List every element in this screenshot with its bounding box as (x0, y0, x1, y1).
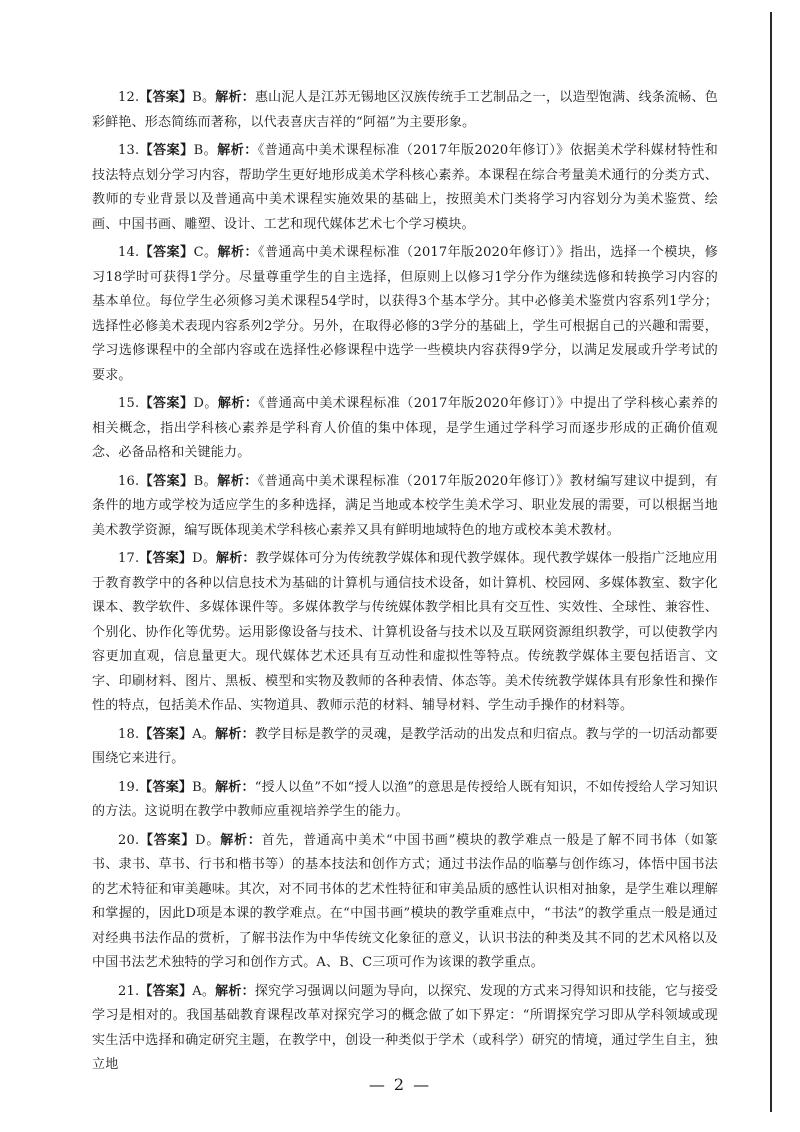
answer-item-20 (92, 829, 718, 976)
answer-content (92, 86, 718, 1082)
answer-choice: A。 (192, 983, 216, 999)
item-number: 14. (118, 245, 140, 260)
answer-choice: B。 (192, 779, 216, 795)
answer-choice: B。 (192, 90, 216, 105)
answer-label: 【答案】 (139, 143, 194, 158)
explanation-text: 探究学习强调以问题为导向，以探究、发现的方式来习得知识和技能，它与接受学习是相对的。我国基础教育课程改革对探究学习的概念做了如下界定：“所谓探究学习即从学科领域或现实生活中选择和确定研究主题，在教学中，创设一种类似于学术（或科学）研究的情境，通过学生自主，独立地 (92, 983, 718, 1072)
item-number: 12. (118, 90, 140, 105)
explanation-text: 教学媒体可分为传统教学媒体和现代教学媒体。现代教学媒体一般指广泛地应用于教育教学中的各种以信息技术为基础的计算机与通信技术设备，如计算机、校园网、多媒体教室、数字化课本、教学软件、多媒体课件等。多媒体教学与传统媒体教学相比具有交互性、实效性、全球性、兼容性、个别化、协作化等优势。运用影像设备与技术、计算机设备与技术以及互联网资源组织教学，可以使教学内容更加直观，信息量更大。现代媒体艺术还具有互动性和虚拟性等特点。传统教学媒体主要包括语言、文字、印刷材料、图片、黑板、模型和实物及教师的各种表情、体态等。美术传统教学媒体具有形象性和操作性的特点，包括美术作品、实物道具、教师示范的材料、辅导材料、学生动手操作的材料等。 (92, 551, 718, 713)
explanation-text: 《普通高中美术课程标准（2017年版2020年修订）》依据美术学科媒材特性和技法特点划分学习内容，帮助学生更好地形成美术学科核心素养。本课程在综合考量美术通行的分类方式、教师的专业背景以及普通高中美术课程实施效果的基础上，按照美术门类将学习内容划分为美术鉴赏、绘画、中国书画、雕塑、设计、工艺和现代媒体艺术七个学习模块。 (92, 143, 718, 232)
explanation-label: 解析： (215, 90, 255, 105)
explanation-label: 解析： (217, 143, 258, 158)
answer-choice: D。 (193, 396, 218, 411)
item-number: 17. (118, 551, 140, 566)
explanation-text: 《普通高中美术课程标准（2017年版2020年修订）》教材编写建议中提到，有条件的地方或学校为适应学生的多种选择，满足当地或本校学生美术学习、职业发展的需要，可以根据当地美术教学资源，编写既体现美术学科核心素养又具有鲜明地域特色的地方或校本美术教材。 (92, 473, 718, 538)
answer-item-21 (92, 980, 718, 1078)
answer-choice: C。 (193, 245, 218, 260)
answer-choice: A。 (192, 726, 216, 742)
item-number: 18. (118, 726, 140, 742)
answer-choice: D。 (192, 551, 216, 566)
item-number: 15. (118, 396, 140, 411)
answer-item-16 (92, 470, 718, 544)
explanation-label: 解析： (220, 832, 262, 848)
answer-label: 【答案】 (139, 245, 194, 260)
explanation-text: 教学目标是教学的灵魂，是教学活动的出发点和归宿点。教与学的一切活动都要围绕它来进行。 (92, 726, 718, 766)
answer-label: 【答案】 (139, 396, 194, 411)
answer-item-14 (92, 241, 718, 388)
answer-choice: D。 (195, 832, 221, 848)
answer-label: 【答案】 (139, 90, 193, 105)
explanation-label: 解析： (215, 779, 255, 795)
answer-label: 【答案】 (139, 551, 193, 566)
answer-item-15 (92, 392, 718, 466)
answer-label: 【答案】 (139, 779, 193, 795)
page-edge-line (770, 12, 772, 1112)
explanation-text: 首先，普通高中美术“中国书画”模块的教学难点一般是了解不同书体（如篆书、隶书、草书、行书和楷书等）的基本技法和创作方式；通过书法作品的临摹与创作练习，体悟中国书法的艺术特征和审美趣味。其次，对不同书体的艺术性特征和审美品质的感性认识相对抽象，是学生难以理解和掌握的，因此D项是本课的教学难点。在“中国书画”模块的教学重难点中，“书法”的教学重点一般是通过对经典书法作品的赏析，了解书法作为中华传统文化象征的意义，认识书法的种类及其不同的艺术风格以及中国书法艺术独特的学习和创作方式。A、B、C三项可作为该课的教学重点。 (92, 832, 719, 970)
answer-item-19 (92, 776, 718, 825)
item-number: 19. (118, 779, 140, 795)
answer-label: 【答案】 (139, 832, 196, 848)
explanation-text: 惠山泥人是江苏无锡地区汉族传统手工艺制品之一，以造型饱满、线条流畅、色彩鲜艳、形态简练而著称，以代表喜庆吉祥的“阿福”为主要形象。 (92, 90, 718, 130)
answer-label: 【答案】 (139, 726, 193, 742)
item-number: 21. (118, 983, 140, 999)
answer-item-18 (92, 723, 718, 772)
item-number: 13. (118, 143, 140, 158)
explanation-text: 《普通高中美术课程标准（2017年版2020年修订）》指出，选择一个模块，修习18学时可获得1学分。尽量尊重学生的自主选择，但原则上以修习1学分作为继续选修和转换学习内容的基本单位。每位学生必须修习美术课程54学时，以获得3个基本学分。其中必修美术鉴赏内容系列1学分；选择性必修美术表现内容系列2学分。另外，在取得必修的3学分的基础上，学生可根据自己的兴趣和需要，学习选修课程中的全部内容或在选择性必修课程中选学一些模块内容获得9学分，以满足发展或升学考试的要求。 (92, 245, 718, 383)
item-number: 20. (118, 832, 140, 848)
explanation-text: 《普通高中美术课程标准（2017年版2020年修订）》中提出了学科核心素养的相关概念，指出学科核心素养是学科育人价值的集中体现，是学生通过学科学习而逐步形成的正确价值观念、必备品格和关键能力。 (92, 396, 718, 460)
answer-item-12 (92, 86, 718, 135)
answer-choice: B。 (193, 143, 218, 158)
answer-item-13 (92, 139, 718, 237)
item-number: 16. (118, 473, 140, 489)
answer-label: 【答案】 (139, 983, 193, 999)
page-number: — 2 — (368, 1075, 432, 1094)
explanation-label: 解析： (217, 473, 258, 489)
answer-choice: B。 (193, 473, 218, 489)
explanation-label: 解析： (217, 396, 259, 411)
explanation-text: “授人以鱼”不如“授人以渔”的意思是传授给人既有知识，不如传授给人学习知识的方法。这说明在教学中教师应重视培养学生的能力。 (92, 779, 718, 819)
answer-label: 【答案】 (139, 473, 194, 489)
explanation-label: 解析： (215, 983, 255, 999)
answer-item-17 (92, 547, 718, 719)
explanation-label: 解析： (215, 726, 255, 742)
explanation-label: 解析： (217, 245, 259, 260)
explanation-label: 解析： (215, 551, 256, 566)
